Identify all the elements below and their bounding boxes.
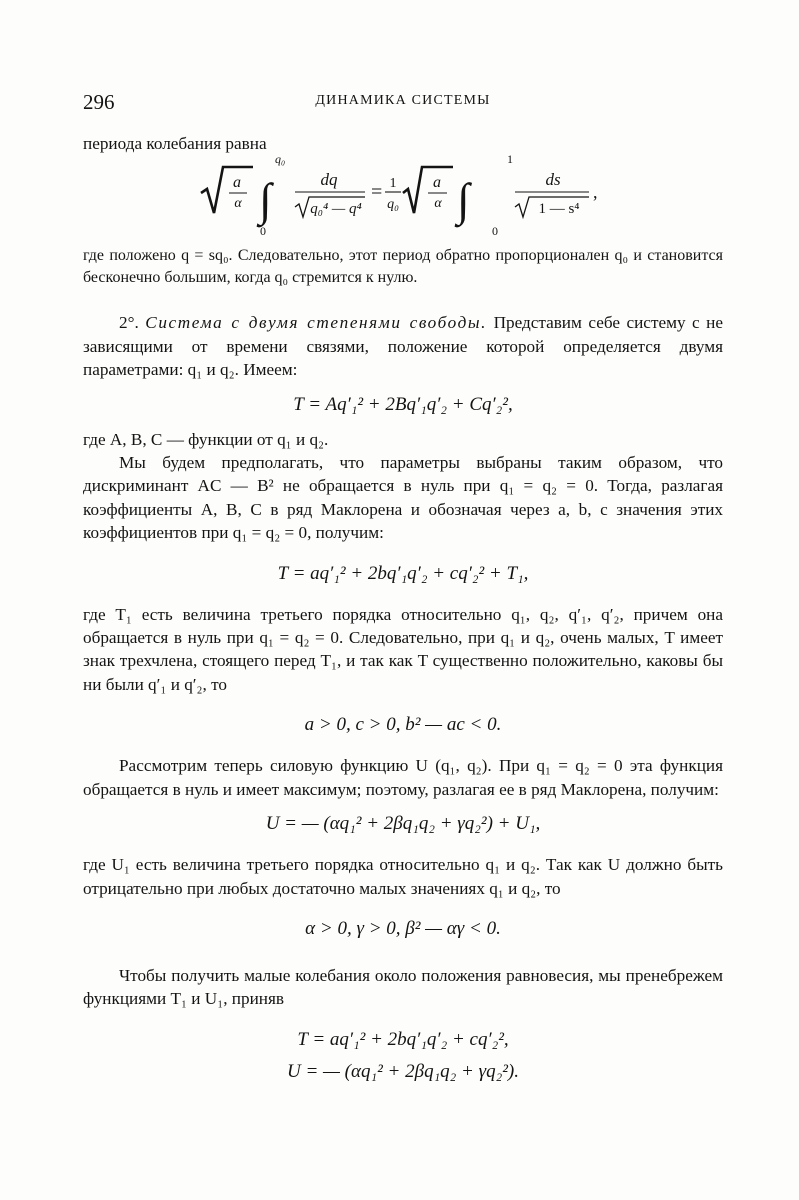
equation-period-integral (83, 155, 723, 241)
paragraph-force-function: Рассмотрим теперь силовую функцию U (q₁, q₂). При q₁ = q₂ = 0 эта функция обращается в нуль и имеет максимум; поэтому, разлагая ее в ряд Маклорена, получим: (83, 756, 723, 799)
paragraph-third-order-T: где T₁ есть величина третьего порядка относительно q₁, q₂, q′₁, q′₂, причем она обращается в нуль при q₁ = q₂ = 0. Следовательно, при q₁ и q₂, очень малых, T имеет знак трехчлена, стоящего перед T₁, и так как T существенно положительно, каковы бы ни были q′₁ и q′₂, то (83, 604, 723, 694)
svg-text:0: 0 (492, 224, 498, 239)
sqrt-ratio-right (403, 167, 453, 213)
equation-kinetic-energy-quadratic: T = aq′₁² + 2bq′₁q′₂ + cq′₂², (297, 1028, 509, 1050)
equation-force-quadratic: U = — (αq₁² + 2βq₁q₂ + γq₂²). (287, 1060, 519, 1082)
equation-force-function: U = — (αq₁² + 2βq₁q₂ + γq₂²) + U₁, (265, 813, 541, 835)
svg-text:∫: ∫ (259, 174, 272, 226)
paragraph-intro: периода колебания равна (83, 134, 267, 153)
svg-text:a: a (233, 174, 241, 192)
integral-2 (454, 155, 513, 238)
fraction-ds (515, 170, 598, 217)
page-number: 296 (83, 90, 115, 114)
svg-text:α: α (234, 196, 242, 212)
coefficient-1-over-q0 (385, 176, 401, 212)
equation-inequalities-alpha-gamma: α > 0, γ > 0, β² — αγ < 0. (305, 917, 501, 939)
svg-text:∫: ∫ (457, 174, 470, 226)
sqrt-ratio-left (201, 167, 253, 213)
paragraph-assumption: Мы будем предполагать, что параметры выбраны таким образом, что дискриминант AC — B² не обращается в нуль при q₁ = q₂ = 0. Тогда, разлагая коэффициенты A, B, C в ряд Маклорена и обозначая через a, b, c значения этих коэффициентов при q₁ = q₂ = 0, получим: (83, 453, 723, 543)
svg-text:a: a (433, 174, 441, 192)
svg-text:1 — s⁴: 1 — s⁴ (538, 201, 580, 218)
svg-text:α: α (434, 196, 442, 212)
svg-text:q₀: q₀ (275, 155, 286, 167)
running-head: ДИНАМИКА СИСТЕМЫ (315, 93, 491, 108)
svg-text:q₀⁴ — q⁴: q₀⁴ — q⁴ (310, 201, 362, 218)
paragraph-small-oscillations: Чтобы получить малые колебания около положения равновесия, мы пренебрежем функциями T₁ и U₁, приняв (83, 965, 723, 1009)
paragraph-functions: где A, B, C — функции от q₁ и q₂. (83, 429, 329, 449)
equation-kinetic-energy-expanded: T = aq′₁² + 2bq′₁q′₂ + cq′₂² + T₁, (277, 562, 529, 584)
book-page (83, 90, 723, 1085)
svg-text:1: 1 (389, 176, 397, 192)
paragraph-third-order-U: где U₁ есть величина третьего порядка относительно q₁ и q₂. Так как U должно быть отрицательно при любых достаточно малых значениях q₁ и q₂, то (83, 855, 723, 898)
svg-text:1: 1 (507, 155, 513, 167)
section-2-paragraph (83, 311, 723, 381)
svg-text:ds: ds (545, 170, 561, 190)
section-title: Система с двумя степенями свободы. (145, 313, 488, 333)
paragraph-where-period: где положено q = sq₀. Следовательно, этот период обратно пропорционален q₀ и становится бесконечно большим, когда q₀ стремится к нулю. (83, 247, 723, 287)
svg-text:=: = (371, 181, 383, 204)
section-text: Представим себе систему с не зависящими от времени связями, положение которой определяется двумя параметрами: q₁ и q₂. Имеем: (83, 313, 723, 380)
svg-text:,: , (593, 182, 598, 203)
svg-text:dq: dq (320, 170, 338, 190)
section-number: 2°. (119, 313, 139, 333)
page-header (83, 90, 723, 124)
equation-kinetic-energy-general: T = Aq′₁² + 2Bq′₁q′₂ + Cq′₂², (293, 393, 513, 415)
svg-text:0: 0 (260, 224, 266, 239)
equation-inequalities-abc: a > 0, c > 0, b² — ac < 0. (304, 714, 502, 736)
integral-1 (256, 155, 285, 238)
fraction-dq (295, 170, 365, 217)
svg-text:q₀: q₀ (387, 197, 399, 213)
